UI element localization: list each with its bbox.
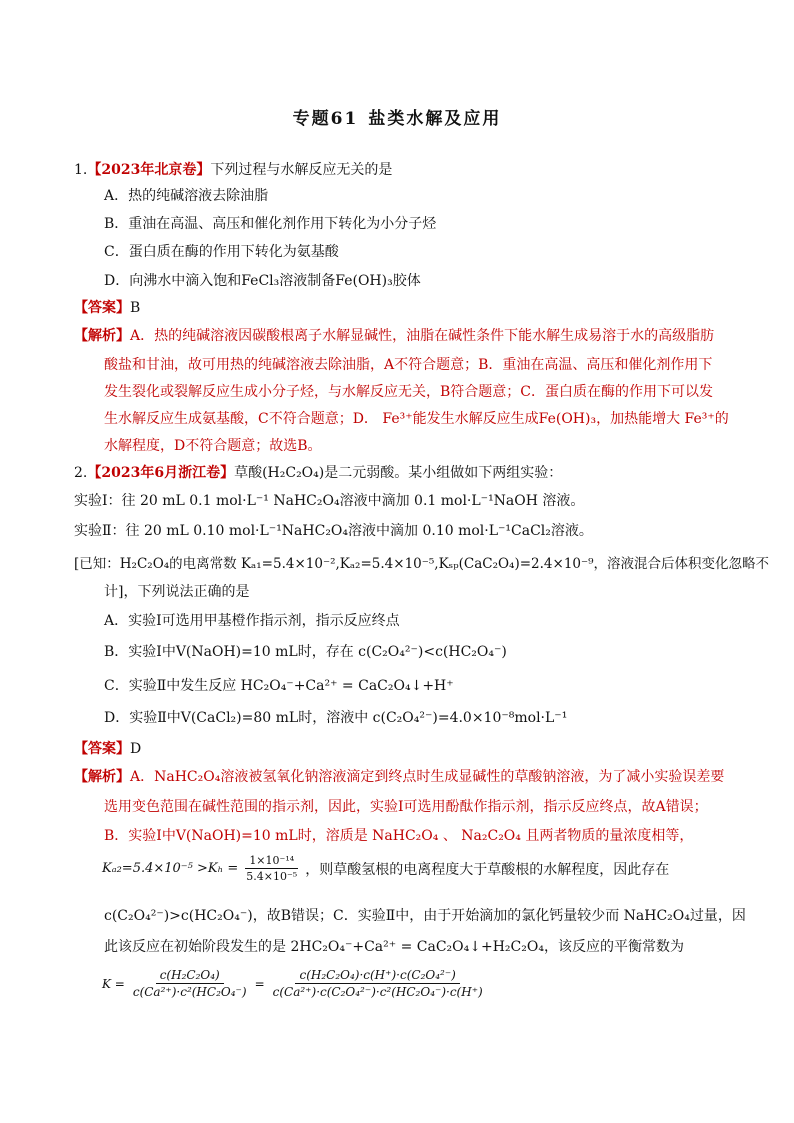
- q2-analysis-line-1: [74, 767, 724, 787]
- title-topic: 盐类水解及应用: [368, 109, 502, 129]
- kh-numerator: 1×10⁻¹⁴: [245, 854, 298, 869]
- q1-option-b: B．重油在高温、高压和催化剂作用下转化为小分子烃: [104, 216, 437, 232]
- q1-answer-value: B: [130, 300, 141, 316]
- q1-analysis-text-1: A．热的纯碱溶液因碳酸根离子水解显碱性，油脂在碱性条件下能水解生成易溶于水的高级脂肪: [130, 328, 715, 344]
- q1-analysis-line-2: 酸盐和甘油，故可用热的纯碱溶液去除油脂，A不符合题意；B．重油在高温、高压和催化剂作用下: [104, 357, 713, 373]
- q2-number: 2.: [74, 465, 88, 481]
- q2-analysis-label: 【解析】: [74, 769, 130, 785]
- q2-analysis-line-5: 此该反应在初始阶段发生的是 2HC₂O₄⁻+Ca²⁺ = CaC₂O₄↓+H₂C₂O₄，该反应的平衡常数为: [104, 939, 684, 955]
- q2-stem: 草酸(H₂C₂O₄)是二元弱酸。某小组做如下两组实验：: [234, 465, 563, 481]
- formula-denominator-2: c(Ca²⁺)·c(C₂O₄²⁻)·c²(HC₂O₄⁻)·c(H⁺): [272, 985, 483, 999]
- formula-equals: =: [254, 976, 265, 991]
- q2-analysis-text-1: A．NaHC₂O₄溶液被氢氧化钠溶液滴定到终点时生成显碱性的草酸钠溶液，为了减小实验误差要: [130, 769, 725, 785]
- q1-answer-label: 【答案】: [74, 300, 130, 316]
- formula-k-label: K =: [102, 976, 125, 991]
- q2-known-line-1: [已知：H₂C₂O₄的电离常数 Kₐ₁=5.4×10⁻²,Kₐ₂=5.4×10⁻⁵,Kₛₚ(CaC₂O₄)=2.4×10⁻⁹，溶液混合后体积变化忽略不: [74, 556, 770, 572]
- formula-numerator-1: c(H₂C₂O₄): [156, 968, 224, 984]
- formula-denominator-1: c(Ca²⁺)·c²(HC₂O₄⁻): [132, 985, 247, 999]
- title-number: 专题61: [292, 109, 359, 129]
- q1-analysis-line-4: 生水解反应生成氨基酸，C不符合题意；D． Fe³⁺能发生水解反应生成Fe(OH)₃，加热能增大 Fe³⁺的: [104, 411, 729, 427]
- equilibrium-constant-formula: [102, 968, 491, 999]
- ka2-kh-tail: ，则草酸氢根的电离程度大于草酸根的水解程度，因此存在: [305, 861, 670, 878]
- q2-experiment-2: 实验Ⅱ：往 20 mL 0.10 mol·L⁻¹NaHC₂O₄溶液中滴加 0.10 mol·L⁻¹CaCl₂溶液。: [74, 523, 593, 539]
- ka2-kh-lhs: Kₐ₂=5.4×10⁻⁵ >Kₕ =: [102, 861, 239, 876]
- q1-analysis-line-5: 水解程度，D不符合题意；故选B。: [104, 438, 322, 454]
- q2-analysis-line-2: 选用变色范围在碱性范围的指示剂，因此，实验Ⅰ可选用酚酞作指示剂，指示反应终点，故A错误；: [104, 799, 708, 815]
- q1-stem: 下列过程与水解反应无关的是: [210, 162, 393, 178]
- q1-analysis-line-3: 发生裂化或裂解反应生成小分子烃，与水解反应无关，B符合题意；C．蛋白质在酶的作用下可以发: [104, 384, 713, 400]
- q2-source: 【2023年6月浙江卷】: [87, 465, 235, 481]
- q1-answer: [74, 298, 140, 318]
- q2-answer-value: D: [130, 741, 142, 757]
- q1-option-c: C．蛋白质在酶的作用下转化为氨基酸: [104, 244, 339, 260]
- q1-analysis-label: 【解析】: [74, 328, 130, 344]
- q2-analysis-line-4: c(C₂O₄²⁻)>c(HC₂O₄⁻)，故B错误；C．实验Ⅱ中，由于开始滴加的氯化钙量较少而 NaHC₂O₄过量，因: [104, 908, 746, 924]
- formula-numerator-2: c(H₂C₂O₄)·c(H⁺)·c(C₂O₄²⁻): [295, 968, 459, 984]
- q2-known-line-2: 计]，下列说法正确的是: [104, 584, 250, 600]
- q1-number: 1.: [74, 162, 88, 178]
- q2-option-c: C．实验Ⅱ中发生反应 HC₂O₄⁻+Ca²⁺ = CaC₂O₄↓+H⁺: [104, 678, 454, 694]
- q2-experiment-1: 实验Ⅰ：往 20 mL 0.1 mol·L⁻¹ NaHC₂O₄溶液中滴加 0.1 mol·L⁻¹NaOH 溶液。: [74, 493, 585, 509]
- q2-option-b: B．实验Ⅰ中V(NaOH)=10 mL时，存在 c(C₂O₄²⁻)<c(HC₂O₄⁻): [104, 644, 507, 660]
- q2-answer: [74, 739, 141, 759]
- kh-denominator: 5.4×10⁻⁵: [246, 870, 298, 883]
- formula-fraction-2: [269, 968, 487, 999]
- q1-analysis-line-1: [74, 326, 714, 346]
- q2-answer-label: 【答案】: [74, 741, 130, 757]
- q2-option-a: A．实验Ⅰ可选用甲基橙作指示剂，指示反应终点: [104, 613, 400, 629]
- ka2-kh-comparison: [102, 854, 669, 883]
- q1-option-a: A．热的纯碱溶液去除油脂: [104, 188, 269, 204]
- q1-option-d: D．向沸水中滴入饱和FeCl₃溶液制备Fe(OH)₃胶体: [104, 273, 421, 289]
- q1-stem-line: [74, 160, 392, 180]
- page-title: [0, 104, 794, 129]
- q1-source: 【2023年北京卷】: [87, 162, 211, 178]
- q2-stem-line: [74, 463, 562, 483]
- kh-fraction: [242, 854, 301, 883]
- formula-fraction-1: [129, 968, 251, 999]
- q2-option-d: D．实验Ⅱ中V(CaCl₂)=80 mL时，溶液中 c(C₂O₄²⁻)=4.0×10⁻⁸mol·L⁻¹: [104, 710, 568, 726]
- q2-analysis-line-3: B．实验Ⅰ中V(NaOH)=10 mL时，溶质是 NaHC₂O₄ 、 Na₂C₂O₄ 且两者物质的量浓度相等，: [104, 828, 694, 844]
